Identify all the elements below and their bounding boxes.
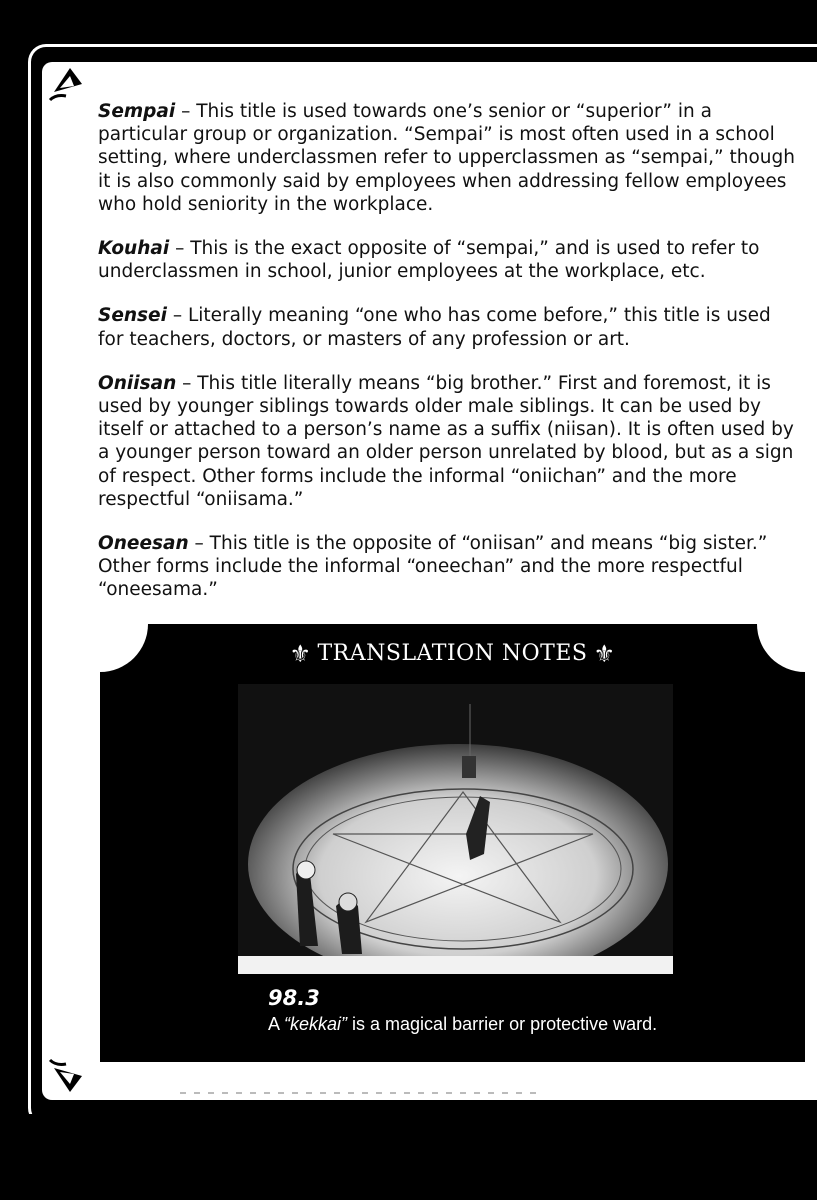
corner-ornament-icon — [36, 54, 96, 114]
glossary-definition: – This title is used towards one’s senior or “superior” in a particular group or organization. “Sempai” is most often used in a school setting, where underclassmen refer to upperclassmen as “sempai,” though it is also commonly said by employees when addressing fellow employees who hold seniority in the workplace. — [98, 101, 795, 215]
glossary-definition: – This is the exact opposite of “sempai,” and is used to refer to underclassmen in school, junior employees at the workplace, etc. — [98, 238, 760, 283]
note-number: 98.3 — [268, 986, 320, 1010]
glossary-definition: – Literally meaning “one who has come before,” this title is used for teachers, doctors, or masters of any profession or art. — [98, 305, 771, 350]
fleur-de-lis-icon: ⚜ — [593, 640, 616, 668]
glossary-term: Oneesan — [98, 533, 189, 555]
glossary-term: Oniisan — [98, 372, 177, 394]
honorifics-glossary — [98, 100, 798, 623]
glossary-entry-sensei — [98, 304, 798, 350]
glossary-term: Sempai — [98, 101, 176, 122]
note-text-suffix: is a magical barrier or protective ward. — [347, 1014, 658, 1034]
decorative-divider — [180, 1092, 540, 1094]
glossary-entry-sempai — [98, 100, 798, 216]
manga-illustration — [238, 684, 673, 974]
glossary-definition: – This title literally means “big brother.” First and foremost, it is used by younger siblings towards older male siblings. It can be used by itself or attached to a person’s name as a suffix (niisan). It is often used by a younger person toward an older person unrelated by blood, but as a sign of respect. Other forms include the informal “oniichan” and the more respectful “oniisama.” — [98, 372, 794, 510]
glossary-definition: – This title is the opposite of “oniisan” and means “big sister.” Other forms include the informal “oneechan” and the more respectful “oneesama.” — [98, 533, 768, 601]
glossary-entry-oneesan — [98, 532, 798, 602]
glossary-entry-kouhai — [98, 237, 798, 283]
note-term: “kekkai” — [284, 1014, 348, 1034]
note-text-prefix: A — [268, 1014, 285, 1034]
translation-notes-heading — [100, 640, 805, 668]
glossary-term: Sensei — [98, 305, 167, 327]
note-body — [268, 1014, 657, 1035]
notes-title-text: TRANSLATION NOTES — [317, 641, 588, 666]
corner-ornament-icon — [36, 1046, 96, 1106]
glossary-term: Kouhai — [98, 238, 170, 260]
fleur-de-lis-icon: ⚜ — [289, 640, 312, 668]
page-bottom-margin — [0, 1114, 817, 1200]
glossary-entry-oniisan — [98, 372, 798, 511]
